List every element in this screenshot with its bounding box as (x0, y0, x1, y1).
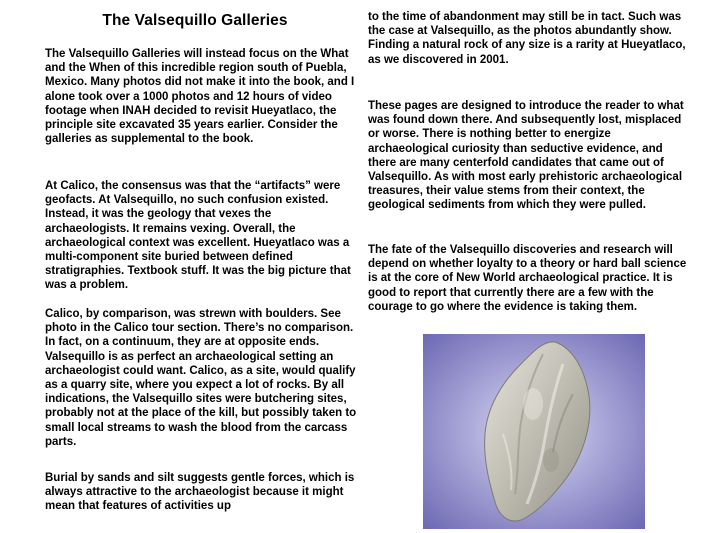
right-paragraph-3: The fate of the Valsequillo discoveries and research will depend on whether loyalty to a theory or hard ball science is at the core of New World archaeological practice. It is good to report that currently there are a few with the courage to go where the evidence is taking them. (368, 244, 687, 313)
right-paragraph-2: These pages are designed to introduce the reader to what was found down there. And subsequently lost, misplaced or worse. There is nothing better to energize archaeological curiosity than seductive evidence, and there are many centerfold candidates that came out of Valsequillo. As with most early prehistoric archaeological treasures, their value stems from their context, the geological sediments from which they were pulled. (368, 100, 684, 212)
artifact-photo (423, 334, 645, 529)
left-paragraph-4: Burial by sands and silt suggests gentle forces, which is always attractive to the archaeologist because it might mean that features of activities up (45, 472, 355, 513)
left-paragraph-2: At Calico, the consensus was that the “artifacts” were geofacts. At Valsequillo, no such confusion existed. Instead, it was the geology that vexes the archaeologists. It remains vexing. Overall, the archaeological context was excellent. Hueyatlaco was a multi-component site buried between defined stratigraphies. Textbook stuff. It was the big picture that was a problem. (45, 180, 351, 292)
artifact-photo-image (423, 334, 645, 529)
left-paragraph-3: Calico, by comparison, was strewn with boulders. See photo in the Calico tour section. There’s no comparison. In fact, on a continuum, they are at opposite ends. Valsequillo is as perfect an archaeological setting an archaeologist could want. Calico, as a site, would qualify as a quarry site, where you expect a lot of rocks. By all indications, the Valsequillo sites were butchering sites, probably not at the place of the kill, but possibly taken to small local streams to wash the blood from the carcass parts. (45, 308, 357, 448)
left-paragraph-1: The Valsequillo Galleries will instead focus on the What and the When of this incredible region south of Puebla, Mexico. Many photos did not make it into the book, and I alone took over a 1000 photos and 12 hours of video footage when INAH decided to revisit Hueyatlaco, the principle site excavated 35 years earlier. Consider the galleries as supplemental to the book. (45, 48, 355, 146)
page-title: The Valsequillo Galleries (102, 12, 288, 29)
right-paragraph-1: to the time of abandonment may still be in tact. Such was the case at Valsequillo, as the photos abundantly show. Finding a natural rock of any size is a rarity at Hueyatlaco, as we discovered in 2001. (368, 11, 686, 66)
